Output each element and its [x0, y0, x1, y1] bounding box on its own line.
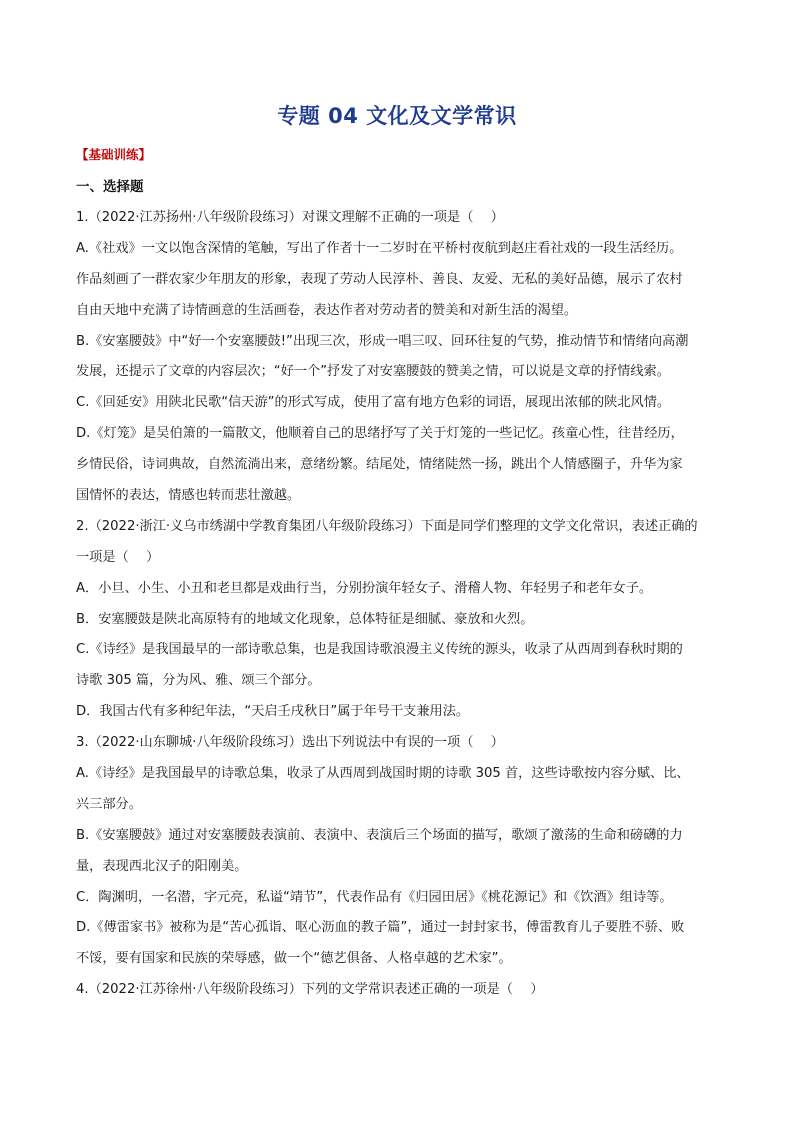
q3-option-d: D.《傅雷家书》被称为是“苦心孤诣、呕心沥血的教子篇”，通过一封封家书，傅雷教育儿子要胜不骄、败	[76, 920, 685, 936]
q1-option-b-cont: 发展，还提示了文章的内容层次；“好一个”抒发了对安塞腰鼓的赞美之情，可以说是文章的抒情线索。	[76, 364, 670, 380]
q3-option-a-cont: 兴三部分。	[76, 796, 142, 812]
q1-option-d-cont: 乡情民俗，诗词典故，自然流淌出来，意绪纷繁。结尾处，情绪陡然一扬，跳出个人情感圈子，升华为家	[76, 457, 683, 473]
q3-option-d-cont: 不馁，要有国家和民族的荣辱感，做一个“德艺俱备、人格卓越的艺术家”。	[76, 951, 512, 967]
q3-option-b: B.《安塞腰鼓》通过对安塞腰鼓表演前、表演中、表演后三个场面的描写，歌颂了激荡的生命和磅礴的力	[76, 827, 683, 843]
q1-option-a: A.《社戏》一文以饱含深情的笔触，写出了作者十一二岁时在平桥村夜航到赵庄看社戏的一段生活经历。	[76, 240, 683, 256]
q2-stem-cont: 一项是（ ）	[76, 549, 160, 565]
q2-stem: 2.（2022·浙江·义乌市绣湖中学教育集团八年级阶段练习）下面是同学们整理的文学文化常识，表述正确的	[76, 518, 698, 534]
section-heading: 一、选择题	[76, 179, 144, 195]
q1-option-d: D.《灯笼》是吴伯箫的一篇散文，他顺着自己的思绪抒写了关于灯笼的一些记忆。孩童心性，往昔经历，	[76, 426, 684, 442]
page-title: 专题 04 文化及文学常识	[277, 104, 517, 128]
q1-option-c: C.《回延安》用陕北民歌“信天游”的形式写成，使用了富有地方色彩的词语，展现出浓郁的陕北风情。	[76, 395, 671, 411]
q1-option-b: B.《安塞腰鼓》中“好一个安塞腰鼓!”出现三次，形成一唱三叹、回环往复的气势，推动情节和情绪向高潮	[76, 333, 689, 349]
q3-option-b-cont: 量，表现西北汉子的阳刚美。	[76, 858, 248, 874]
q3-option-a: A.《诗经》是我国最早的诗歌总集，收录了从西周到战国时期的诗歌 305 首，这些诗歌按内容分赋、比、	[76, 766, 690, 782]
q4-stem: 4.（2022·江苏徐州·八年级阶段练习）下列的文学常识表述正确的一项是（ ）	[76, 982, 544, 998]
q1-option-d-cont: 国情怀的表达，情感也转而悲壮激越。	[76, 488, 301, 504]
q2-option-c-cont: 诗歌 305 篇，分为风、雅、颂三个部分。	[76, 673, 321, 689]
q2-option-b: B．安塞腰鼓是陕北高原特有的地域文化现象，总体特征是细腻、豪放和火烈。	[76, 611, 534, 627]
q1-stem: 1.（2022·江苏扬州·八年级阶段练习）对课文理解不正确的一项是（ ）	[76, 210, 504, 225]
section-tag: 【基础训练】	[76, 147, 152, 162]
q3-stem: 3.（2022·山东聊城·八年级阶段练习）选出下列说法中有误的一项（ ）	[76, 735, 504, 751]
q1-option-a-cont: 作品刻画了一群农家少年朋友的形象，表现了劳动人民淳朴、善良、友爱、无私的美好品德，展示了农村	[76, 271, 683, 287]
q3-option-c: C．陶渊明，一名潜，字元亮，私谥“靖节”，代表作品有《归园田居》《桃花源记》和《饮酒》组诗等。	[76, 889, 673, 905]
question-body	[76, 203, 724, 1006]
q2-option-c: C.《诗经》是我国最早的一部诗歌总集，也是我国诗歌浪漫主义传统的源头，收录了从西周到春秋时期的	[76, 642, 683, 658]
q2-option-d: D．我国古代有多种纪年法，“天启壬戌秋日”属于年号干支兼用法。	[76, 704, 470, 720]
q1-option-a-cont: 自由天地中充满了诗情画意的生活画卷，表达作者对劳动者的赞美和对新生活的渴望。	[76, 302, 578, 318]
q2-option-a: A．小旦、小生、小丑和老旦都是戏曲行当，分别扮演年轻女子、滑稽人物、年轻男子和老年女子。	[76, 580, 653, 596]
